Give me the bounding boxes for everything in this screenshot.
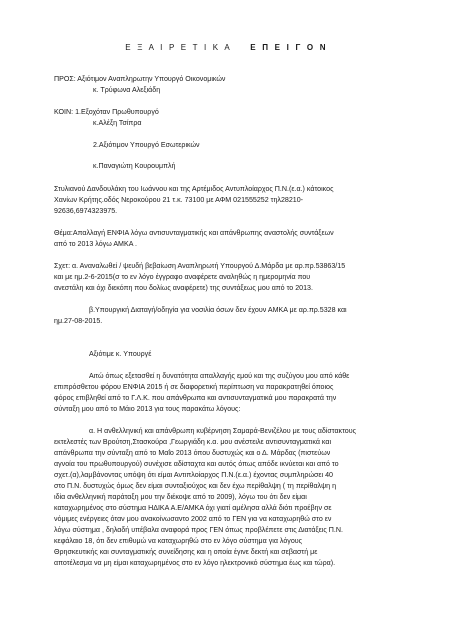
- paragraph-2-line-12: Θρησκευτικής και συνταγματικής συνείδησης και η οποία έγινε δεκτή και σεβαστή με: [54, 548, 318, 556]
- sender-line-3: 92636,6974323975.: [54, 207, 118, 215]
- paragraph-2-line-4: αγνοία του πρωθυπουργού) συνέχισε αδίσταχτα και αυτός όπως απόδε ικνύεται και από το: [54, 460, 339, 468]
- reference-a-line-3: ανεστάλη και όχι διεκόπη που δολίως αναφέρετε) της συντάξεως μου από το 2013.: [54, 284, 313, 292]
- title-part-epeigon: Ε Π Ε Ι Γ Ο Ν: [250, 43, 328, 52]
- subject-line-2: από το 2013 λόγω ΑΜΚΑ .: [54, 240, 137, 248]
- subject-line-1: Θέμα:Απαλλαγή ΕΝΦΙΑ λόγω αντισυνταγματικής και απάνθρωπης αναστολής συντάξεων: [54, 229, 334, 237]
- paragraph-1-line-4: σύνταξη μου από το Μάιο 2013 για τους παρακάτω λόγους:: [54, 405, 241, 413]
- recipient-line-2: κ. Τρύφωνα Αλεξιάδη: [93, 86, 161, 94]
- paragraph-1-line-1: Αιτώ όπως εξετασθεί η δυνατότητα απαλλαγής εμού και της συζύγου μου από κάθε: [89, 372, 350, 380]
- paragraph-2-line-2: εκτελεστές των Βρούτση,Στασκούρα ,Γεωργιάδη κ.α. μου ανέστειλε αντισυνταγματικά και: [54, 438, 332, 446]
- paragraph-1-line-3: φόρος επιβληθεί από το Γ.Λ.Κ. που απάνθρωπα και αντισυνταγματικά μου παρακρατά την: [54, 394, 337, 402]
- recipient-line-1: ΠΡΟΣ: Αξιότιμον Αναπληρωτην Υπουργό Οικονομικών: [54, 75, 226, 83]
- paragraph-2-line-5: σχετ.(α),λαμβάνοντας υπόψη ότι είμαι Αντιπλοίαρχος Π.Ν.(ε.α.) έχοντας συμπληρώσει 40: [54, 471, 333, 479]
- paragraph-2-line-10: λόγω σύστημα , δηλαδή υπέβαλα αναφορά προς ΓΕΝ όπως προβλέπετε στις Διατάξεις Π.Ν.: [54, 526, 343, 534]
- paragraph-2-line-11: κεφάλαιο 18, ότι δεν επιθυμώ να καταχωρηθώ στο εν λόγο σύστημα για λόγους: [54, 537, 303, 545]
- sender-line-2: Χανίων Κρήτης.οδός Νεροκούρου 21 τ.κ. 73100 με ΑΦΜ 021555252 τηλ28210-: [54, 196, 304, 204]
- cc-line-1: ΚΟΙΝ: 1.Εξοχόταν Πρωθυπουργό: [54, 108, 159, 116]
- reference-b-line-2: ημ.27-08-2015.: [54, 317, 103, 325]
- paragraph-2-line-8: καταχωρημένος στο σύστημα ΗΔΙΚΑ Α.Ε/ΑΜΚΑ όχι γιατί αμέλησα αλλά διότι προέβην σε: [54, 504, 332, 512]
- paragraph-2-line-3: απάνθρωπα την σύνταξη από το Μαΐο 2013 όπου δυστυχώς και ο Δ. Μάρδας (πιστεύων: [54, 449, 331, 457]
- title-part-exairetika: Ε Ξ Α Ι Ρ Ε Τ Ι Κ Α: [125, 43, 232, 52]
- cc-line-4: κ.Παναγιώτη Κουρουμπλή: [93, 162, 176, 170]
- paragraph-1-line-2: επιπρόσθετου φόρου ΕΝΦΙΑ 2015 ή σε διαφορετική περίπτωση να παρακρατηθεί όποιος: [54, 383, 334, 391]
- cc-line-3: 2.Αξιότιμον Υπουργό Εσωτερικών: [93, 141, 200, 149]
- cc-line-2: κ.Αλέξη Τσίπρα: [93, 119, 142, 127]
- paragraph-2-line-1: α. Η ανθελληνική και απάνθρωπη κυβέρνηση Σαμαρά-Βενιζέλου με τους αδίστακτους: [89, 427, 357, 435]
- salutation: Αξιότιμε κ. Υπουργέ: [89, 350, 152, 358]
- sender-line-1: Στυλιανού Δανδουλάκη του Ιωάννου και της Αρτέμιδος Αντυπλοίαρχος Π.Ν.(ε.α.) κάτοικος: [54, 185, 334, 193]
- paragraph-2-line-7: ιδία ανθελληνική παράταξη μου την διέκοψε από το 2009), λόγω του ότι δεν είμαι: [54, 493, 307, 501]
- reference-a-line-1: Σχετ: α. Αναναλωθεί / ψευδή βεβαίωση Αναπληρωτή Υπουργού Δ.Μάρδα με αρ.πρ.53863/15: [54, 262, 346, 270]
- reference-a-line-2: και με ημ.2-6-2015(σ το εν λόγο έγγραφο αναφέρετε αναληθώς η ημερομηνία που: [54, 273, 311, 281]
- document-title: [0, 43, 453, 53]
- reference-b-line-1: β.Υπουργική Διαταγή/οδηγία για νοσιλία όσων δεν έχουν ΑΜΚΑ με αρ.πρ.5328 και: [89, 306, 347, 314]
- paragraph-2-line-6: στο Π.Ν. δυστυχώς όμως δεν είμαι συνταξιούχος και δεν έχω περίθαλψη ( τη περίθαλψη η: [54, 482, 337, 490]
- paragraph-2-line-13: αποτέλεσμα να μη είμαι καταχωρημένος στο εν λόγο ηλεκτρονικό σύστημα έως και τώρα).: [54, 559, 336, 567]
- paragraph-2-line-9: νόμιμες ενέργειες όταν μου ανακοίνωσαντο 2002 από το ΓΕΝ για να καταχωρηθώ στο εν: [54, 515, 332, 523]
